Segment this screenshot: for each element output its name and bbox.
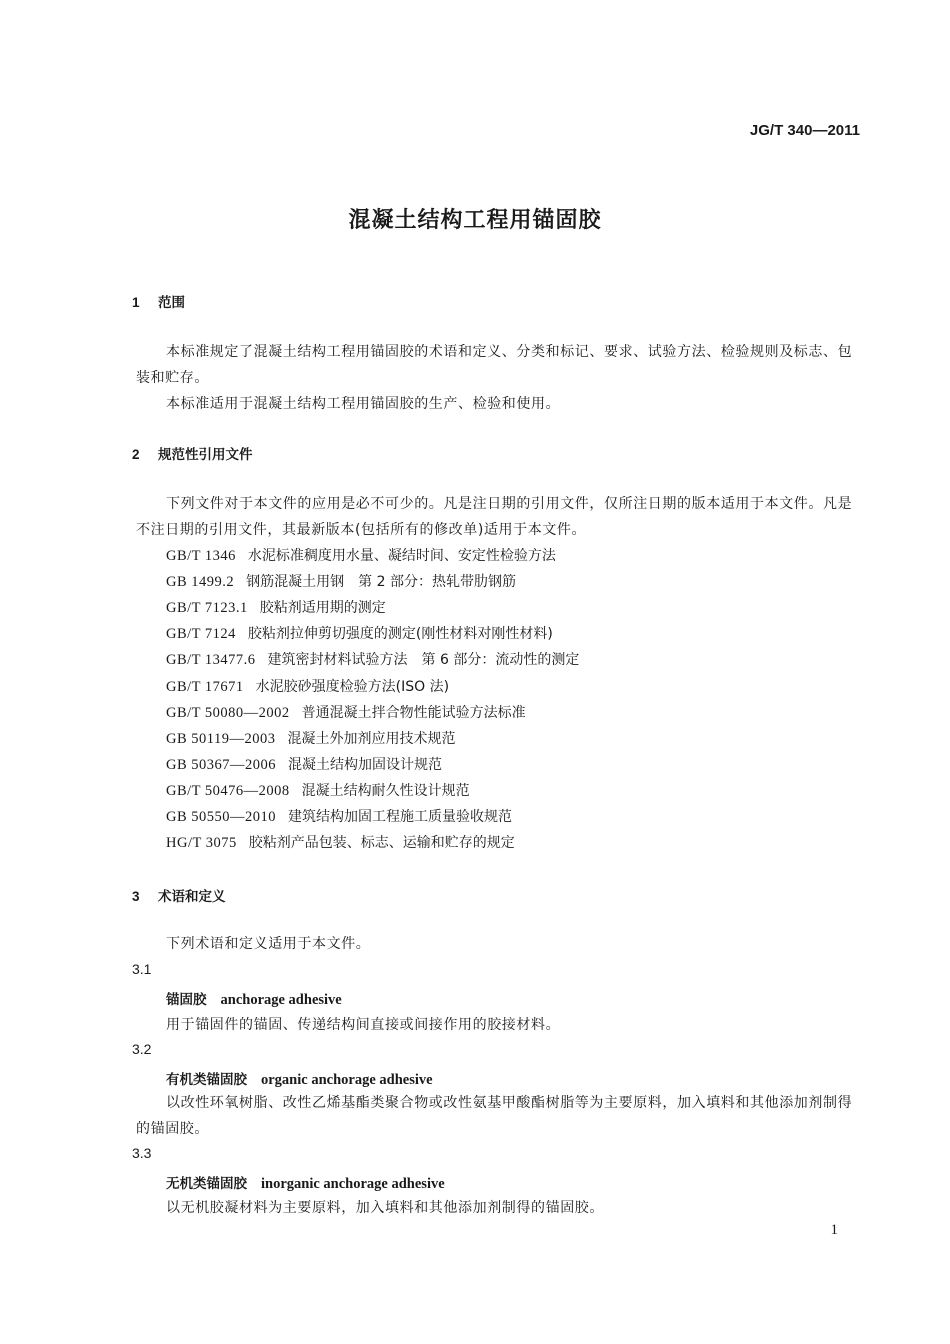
reference-item [166, 728, 455, 748]
term-definition: 以无机胶凝材料为主要原料，加入填料和其他添加剂制得的锚固胶。 [166, 1200, 604, 1216]
reference-title: 普通混凝土拌合物性能试验方法标准 [301, 705, 526, 721]
reference-title: 混凝土外加剂应用技术规范 [287, 731, 456, 747]
term-number: 3.2 [132, 1041, 152, 1057]
reference-title: 胶粘剂适用期的测定 [259, 600, 386, 616]
reference-code: GB/T 13477.6 [166, 652, 256, 668]
reference-title: 水泥标准稠度用水量、凝结时间、安定性检验方法 [247, 548, 556, 564]
reference-item [166, 806, 512, 826]
term-heading [166, 1172, 445, 1193]
reference-code: GB/T 7123.1 [166, 600, 248, 616]
term-number: 3.3 [132, 1145, 152, 1161]
reference-item [166, 676, 449, 696]
section-3-heading [132, 885, 226, 905]
term-english: anchorage adhesive [220, 992, 342, 1008]
section-title: 范围 [158, 295, 185, 311]
reference-item [166, 597, 386, 617]
term-chinese: 无机类锚固胶 [166, 1176, 247, 1192]
term-chinese: 锚固胶 [166, 992, 207, 1008]
reference-code: GB/T 17671 [166, 679, 244, 695]
reference-code: GB/T 1346 [166, 548, 236, 564]
reference-title: 混凝土结构加固设计规范 [288, 757, 443, 773]
reference-title: 建筑密封材料试验方法 第 6 部分：流动性的测定 [267, 652, 580, 668]
standard-code: JG/T 340—2011 [749, 122, 860, 139]
reference-code: HG/T 3075 [166, 835, 237, 851]
reference-code: GB 50550—2010 [166, 809, 277, 825]
term-definition: 以改性环氧树脂、改性乙烯基酯类聚合物或改性氨基甲酸酯树脂等为主要原料，加入填料和其他添加剂制得的锚固胶。 [136, 1095, 853, 1137]
document-title: 混凝土结构工程用锚固胶 [348, 208, 602, 233]
reference-title: 胶粘剂拉伸剪切强度的测定(刚性材料对刚性材料) [247, 626, 553, 642]
section-3-intro: 下列术语和定义适用于本文件。 [166, 936, 371, 952]
page-number: 1 [830, 1222, 838, 1238]
reference-title: 钢筋混凝土用钢 第 2 部分：热轧带肋钢筋 [246, 574, 516, 590]
term-definition: 用于锚固件的锚固、传递结构间直接或间接作用的胶接材料。 [166, 1017, 561, 1033]
reference-title: 混凝土结构耐久性设计规范 [301, 783, 470, 799]
reference-title: 胶粘剂产品包装、标志、运输和贮存的规定 [248, 835, 515, 851]
reference-item [166, 571, 516, 591]
reference-code: GB 1499.2 [166, 574, 235, 590]
term-number: 3.1 [132, 961, 152, 977]
section-1-paragraph-1: 本标准规定了混凝土结构工程用锚固胶的术语和定义、分类和标记、要求、试验方法、检验规则及标志、包装和贮存。 [136, 344, 853, 386]
reference-code: GB 50119—2003 [166, 731, 276, 747]
section-1-heading [132, 291, 185, 311]
reference-title: 水泥胶砂强度检验方法(ISO 法) [255, 679, 450, 695]
reference-item [166, 754, 442, 774]
reference-item [166, 832, 515, 852]
reference-code: GB/T 50080—2002 [166, 705, 290, 721]
section-1-paragraph-2: 本标准适用于混凝土结构工程用锚固胶的生产、检验和使用。 [166, 396, 561, 412]
reference-code: GB/T 7124 [166, 626, 236, 642]
section-2-heading [132, 443, 253, 463]
section-2-intro: 下列文件对于本文件的应用是必不可少的。凡是注日期的引用文件，仅所注日期的版本适用于本文件。凡是不注日期的引用文件，其最新版本(包括所有的修改单)适用于本文件。 [136, 496, 853, 538]
section-number: 1 [132, 295, 140, 310]
term-chinese: 有机类锚固胶 [166, 1072, 247, 1088]
section-title: 规范性引用文件 [158, 447, 253, 463]
reference-item [166, 649, 579, 669]
reference-code: GB/T 50476—2008 [166, 783, 290, 799]
reference-item [166, 545, 556, 565]
reference-item [166, 780, 470, 800]
term-heading [166, 988, 342, 1009]
section-title: 术语和定义 [158, 889, 226, 905]
reference-item [166, 702, 526, 722]
reference-code: GB 50367—2006 [166, 757, 277, 773]
reference-title: 建筑结构加固工程施工质量验收规范 [288, 809, 513, 825]
term-english: organic anchorage adhesive [261, 1072, 433, 1088]
section-number: 2 [132, 447, 140, 462]
section-number: 3 [132, 889, 140, 904]
term-heading [166, 1068, 433, 1089]
term-english: inorganic anchorage adhesive [261, 1176, 445, 1192]
reference-item [166, 623, 553, 643]
